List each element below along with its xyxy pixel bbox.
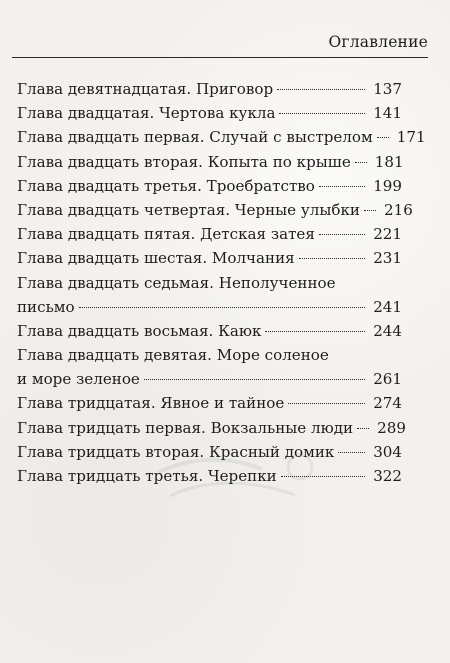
dot-leader bbox=[299, 258, 366, 259]
toc-page-number: 261 bbox=[373, 370, 402, 389]
dot-leader bbox=[79, 307, 366, 308]
toc-page-number: 289 bbox=[377, 418, 406, 437]
toc-entry-24[interactable] bbox=[17, 198, 413, 222]
toc-page-number: 181 bbox=[374, 152, 404, 171]
toc-entry-21[interactable] bbox=[17, 125, 426, 149]
toc-page-number: 141 bbox=[373, 104, 402, 123]
toc-entry-title: Глава тридцатая. Явное и тайное bbox=[17, 394, 285, 413]
toc-entry-30[interactable] bbox=[17, 391, 402, 415]
dot-leader bbox=[364, 210, 376, 211]
toc-entry-title: Глава двадцать первая. Случай с выстрелом bbox=[17, 128, 373, 147]
toc-entry-title: Глава двадцать вторая. Копыта по крыше bbox=[17, 152, 351, 171]
toc-page-number: 241 bbox=[373, 297, 402, 316]
toc-page-number: 231 bbox=[373, 249, 402, 268]
toc-page-number: 244 bbox=[373, 321, 402, 340]
dot-leader bbox=[355, 162, 367, 163]
toc-entry-title: Глава двадцать третья. Троебратство bbox=[17, 176, 315, 195]
toc-page-number: 199 bbox=[373, 176, 402, 195]
toc-entry-title-line-2: письмо bbox=[17, 297, 75, 316]
toc-page-number: 171 bbox=[396, 128, 426, 147]
dot-leader bbox=[319, 186, 365, 187]
dot-leader bbox=[319, 234, 365, 235]
dot-leader bbox=[357, 428, 369, 429]
toc-entry-22[interactable] bbox=[17, 150, 402, 174]
toc-entry-20[interactable] bbox=[17, 101, 402, 125]
toc-entry-29-line-1[interactable] bbox=[17, 343, 402, 367]
toc-entry-33[interactable] bbox=[17, 464, 402, 488]
toc-entry-23[interactable] bbox=[17, 174, 402, 198]
toc-page-number: 322 bbox=[373, 467, 402, 485]
toc-page-number: 274 bbox=[373, 394, 402, 413]
toc-entry-title-line-2: и море зеленое bbox=[17, 370, 140, 389]
toc-page-number: 304 bbox=[373, 442, 402, 461]
running-head bbox=[12, 33, 428, 58]
dot-leader bbox=[338, 452, 365, 453]
dot-leader bbox=[144, 379, 365, 380]
toc-entry-25[interactable] bbox=[17, 222, 402, 246]
toc-entry-title: Глава двадцать шестая. Молчания bbox=[17, 249, 295, 268]
toc-entry-title: Глава двадцать пятая. Детская затея bbox=[17, 225, 315, 244]
toc-entry-27-line-1[interactable] bbox=[17, 271, 402, 295]
dot-leader bbox=[377, 137, 389, 138]
page-title: Оглавление bbox=[328, 33, 428, 51]
toc-entry-title-line-1: Глава двадцать седьмая. Неполученное bbox=[17, 273, 336, 292]
toc-entry-title: Глава тридцать вторая. Красный домик bbox=[17, 442, 335, 461]
toc-entry-title: Глава тридцать первая. Вокзальные люди bbox=[17, 418, 354, 437]
toc-entry-title: Глава тридцать третья. Черепки bbox=[17, 467, 277, 485]
toc-page-number: 221 bbox=[373, 225, 402, 244]
toc-entry-title-line-1: Глава двадцать девятая. Море соленое bbox=[17, 346, 329, 365]
toc-page-number: 137 bbox=[373, 80, 402, 98]
toc-entry-32[interactable] bbox=[17, 440, 402, 464]
dot-leader bbox=[265, 331, 365, 332]
table-of-contents bbox=[17, 77, 426, 488]
dot-leader bbox=[279, 113, 365, 114]
dot-leader bbox=[277, 89, 365, 90]
toc-entry-27-line-2[interactable] bbox=[17, 295, 402, 319]
toc-entry-28[interactable] bbox=[17, 319, 402, 343]
toc-entry-31[interactable] bbox=[17, 416, 406, 440]
toc-entry-title: Глава девятнадцатая. Приговор bbox=[17, 80, 274, 98]
toc-entry-title: Глава двадцать восьмая. Каюк bbox=[17, 321, 262, 340]
toc-entry-19[interactable] bbox=[17, 77, 402, 101]
dot-leader bbox=[288, 403, 365, 404]
toc-page-number: 216 bbox=[383, 200, 413, 219]
dot-leader bbox=[281, 476, 365, 477]
toc-entry-title: Глава двадцать четвертая. Черные улыбки bbox=[17, 200, 360, 219]
toc-entry-26[interactable] bbox=[17, 246, 402, 270]
toc-entry-title: Глава двадцатая. Чертова кукла bbox=[17, 104, 276, 123]
toc-entry-29-line-2[interactable] bbox=[17, 367, 402, 391]
